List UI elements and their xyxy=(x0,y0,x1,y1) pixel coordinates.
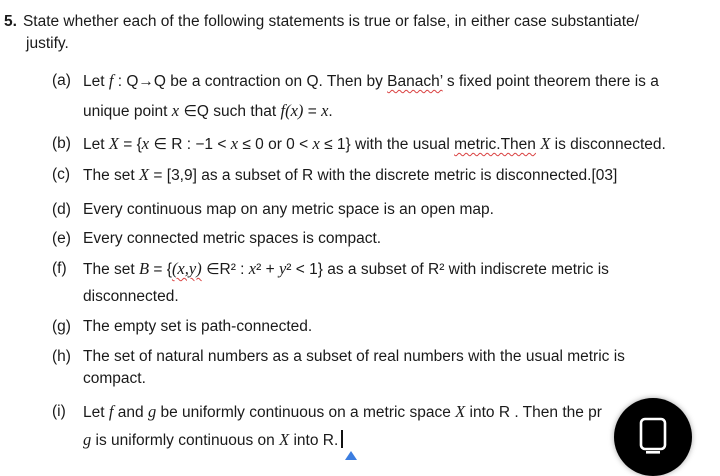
spellcheck-flag: metric.Then xyxy=(454,136,536,153)
statement-text: Every continuous map on any metric space is an open map. xyxy=(83,201,494,218)
statement-text: Every connected metric spaces is compact. xyxy=(83,230,382,247)
statement-label: (b) xyxy=(52,135,71,152)
statement-text: The set of natural numbers as a subset of real numbers with the usual metric is xyxy=(83,348,625,365)
statement-text-line2: compact. xyxy=(83,370,146,387)
spellcheck-flag: Banach’ xyxy=(387,73,443,90)
spellcheck-flag: (x,y) xyxy=(171,259,202,278)
statement-text-line2[interactable]: g is uniformly continuous on X into R. xyxy=(83,429,343,452)
statement-label: (i) xyxy=(52,403,66,420)
selection-handle[interactable] xyxy=(345,451,357,460)
statement-label: (d) xyxy=(52,201,71,218)
question-number: 5. xyxy=(4,13,17,30)
statement-text: The empty set is path-connected. xyxy=(83,318,313,335)
tablet-keyboard-icon xyxy=(638,416,668,456)
statement-label: (c) xyxy=(52,166,71,183)
question-header xyxy=(4,10,704,34)
statement-label: (a) xyxy=(52,72,71,89)
statement-text-line2: disconnected. xyxy=(83,288,179,305)
question-text-continued: justify. xyxy=(26,35,69,52)
statement-label: (e) xyxy=(52,230,71,247)
statement-label: (f) xyxy=(52,260,67,277)
statement-text: Let f : Q→Q be a contraction on Q. Then by Banach’ s fixed point theorem there is a xyxy=(83,71,659,90)
text-cursor xyxy=(341,430,343,448)
statement-label: (g) xyxy=(52,318,71,335)
statement-label: (h) xyxy=(52,348,71,365)
statement-text: The set X = [3,9] as a subset of R with the discrete metric is disconnected.[03] xyxy=(83,165,618,184)
statement-text-line2: unique point x ∈Q such that f(x) = x. xyxy=(83,101,333,120)
question-text: State whether each of the following statements is true or false, in either case substantiate/ xyxy=(22,13,639,30)
statement-text: Let f and g be uniformly continuous on a metric space X into R . Then the pr xyxy=(83,402,602,421)
statement-text: The set B = {(x,y) ∈R² : x² + y² < 1} as a subset of R² with indiscrete metric is xyxy=(83,259,609,278)
statement-text: Let X = {x ∈ R : −1 < x ≤ 0 or 0 < x ≤ 1} with the usual metric.Then X is disconnected. xyxy=(83,134,666,153)
keyboard-toggle-button[interactable] xyxy=(614,398,692,476)
